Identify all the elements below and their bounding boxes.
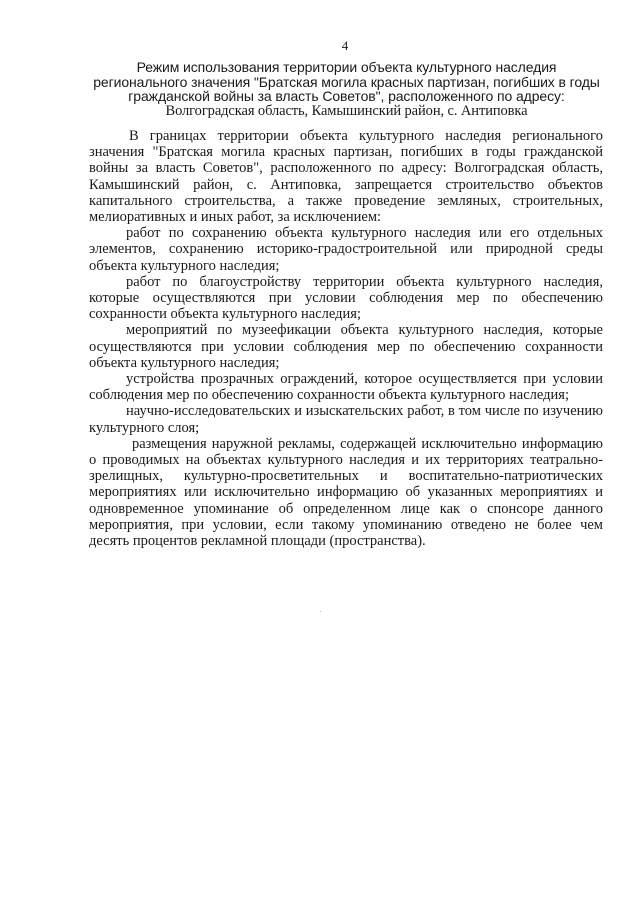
title-line-2: регионального значения "Братская могила красных партизан, погибших в годы: [93, 73, 600, 90]
title-line-1: Режим использования территории объекта культурного наследия: [136, 59, 557, 75]
exception-item-1: работ по сохранению объекта культурного наследия или его отдельных элементов, сохранению историко-градостроительной или природной среды объекта культурного наследия;: [89, 225, 603, 274]
document-body: [89, 128, 603, 549]
exception-item-4: устройства прозрачных ограждений, которое осуществляется при условии соблюдения мер по обеспечению сохранности объекта культурного наследия;: [89, 371, 603, 404]
exception-item-2: работ по благоустройству территории объекта культурного наследия, которые осуществляются при условии соблюдения мер по обеспечению сохранности объекта культурного наследия;: [89, 273, 603, 323]
title-line-3: гражданской войны за власть Советов", расположенного по адресу:: [128, 88, 565, 104]
scan-speck: [320, 611, 321, 612]
title-line-4: Волгоградская область, Камышинский район, с. Антиповка: [165, 102, 528, 119]
exception-item-6: размещения наружной рекламы, содержащей исключительно информацию о проводимых на объектах культурного наследия и их территориях театрально-зрелищных, культурно-просветительных и воспитательно-патриотических мероприятиях или исключительно информацию об указанных мероприятиях и одновременное упоминание об определенном лице как о спонсоре данного мероприятия, при условии, если такому упоминанию отведено не более чем десять процентов рекламной площади (пространства).: [89, 435, 603, 550]
intro-paragraph: В границах территории объекта культурного наследия регионального значения "Братская могила красных партизан, погибших в годы гражданской войны за власть Советов", расположенного по адресу: Волгоградская область, Камышинский район, с. Антиповка, запрещается строительство объектов капитального строительства, а также проведение земляных, строительных, мелиоративных и иных работ, за исключением:: [89, 128, 603, 226]
exception-item-3: мероприятий по музеефикации объекта культурного наследия, которые осуществляются при условии соблюдения мер по обеспечению сохранности объекта культурного наследия;: [89, 322, 603, 371]
page-number: 4: [341, 38, 349, 53]
exception-item-5: научно-исследовательских и изыскательских работ, в том числе по изучению культурного слоя;: [89, 403, 603, 436]
document-title: [80, 60, 613, 118]
